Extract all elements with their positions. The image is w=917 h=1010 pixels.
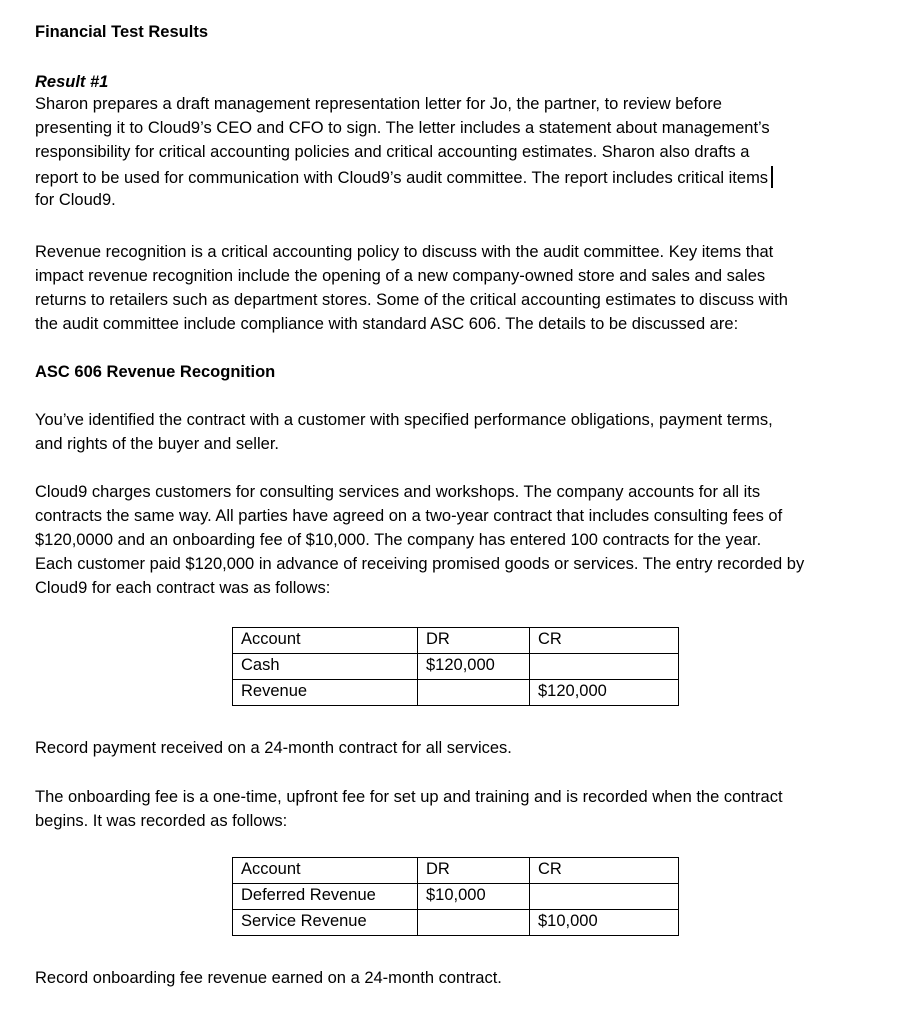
table-header-row (233, 858, 679, 884)
para2-line: the audit committee include compliance with standard ASC 606. The details to be discussed are: (35, 315, 739, 333)
table-row (233, 654, 679, 680)
table-cell: Cash (233, 654, 418, 680)
table-header-row (233, 628, 679, 654)
table-cell: CR (530, 858, 679, 884)
document-title: Financial Test Results (35, 23, 208, 41)
para1-line: presenting it to Cloud9’s CEO and CFO to sign. The letter includes a statement about management’s (35, 119, 770, 137)
para4-line: Cloud9 for each contract was as follows: (35, 579, 331, 597)
table-cell: $120,000 (418, 654, 530, 680)
text-cursor (771, 166, 773, 188)
para4-line: Cloud9 charges customers for consulting services and workshops. The company accounts for all its (35, 483, 761, 501)
para4-line: contracts the same way. All parties have agreed on a two-year contract that includes consulting fees of (35, 507, 783, 525)
result-heading: Result #1 (35, 73, 109, 91)
para2-line: impact revenue recognition include the opening of a new company-owned store and sales and sales (35, 267, 766, 285)
journal-entry-table-2 (232, 857, 679, 936)
table-cell (418, 680, 530, 706)
table-cell: DR (418, 628, 530, 654)
para2-line: returns to retailers such as department stores. Some of the critical accounting estimates to discuss with (35, 291, 788, 309)
journal-entry-table-1 (232, 627, 679, 706)
para2-line: Revenue recognition is a critical accounting policy to discuss with the audit committee. Key items that (35, 243, 774, 261)
table-cell (530, 884, 679, 910)
table-cell: DR (418, 858, 530, 884)
para5-line: The onboarding fee is a one-time, upfront fee for set up and training and is recorded when the contract (35, 788, 783, 806)
table-cell: $10,000 (530, 910, 679, 936)
para1-line-with-cursor (35, 166, 773, 188)
para1-line: report to be used for communication with Cloud9’s audit committee. The report includes critical items (35, 169, 769, 187)
para1-line: for Cloud9. (35, 191, 116, 209)
section-heading: ASC 606 Revenue Recognition (35, 363, 276, 381)
para4-line: $120,0000 and an onboarding fee of $10,000. The company has entered 100 contracts for the year. (35, 531, 762, 549)
table-cell: Account (233, 858, 418, 884)
table-cell: Deferred Revenue (233, 884, 418, 910)
para3-line: You’ve identified the contract with a customer with specified performance obligations, payment terms, (35, 411, 773, 429)
table1-note: Record payment received on a 24-month contract for all services. (35, 739, 512, 757)
table-cell: CR (530, 628, 679, 654)
table-row (233, 884, 679, 910)
table-cell (530, 654, 679, 680)
para3-line: and rights of the buyer and seller. (35, 435, 279, 453)
table-cell: Account (233, 628, 418, 654)
table-row (233, 680, 679, 706)
table-cell (418, 910, 530, 936)
para1-line: Sharon prepares a draft management representation letter for Jo, the partner, to review before (35, 95, 722, 113)
para5-line: begins. It was recorded as follows: (35, 812, 288, 830)
para1-line: responsibility for critical accounting policies and critical accounting estimates. Sharon also drafts a (35, 143, 750, 161)
table-cell: Service Revenue (233, 910, 418, 936)
table-cell: $120,000 (530, 680, 679, 706)
table-row (233, 910, 679, 936)
table-cell: Revenue (233, 680, 418, 706)
table-cell: $10,000 (418, 884, 530, 910)
table2-note: Record onboarding fee revenue earned on a 24-month contract. (35, 969, 502, 987)
para4-line: Each customer paid $120,000 in advance of receiving promised goods or services. The entry recorded by (35, 555, 805, 573)
